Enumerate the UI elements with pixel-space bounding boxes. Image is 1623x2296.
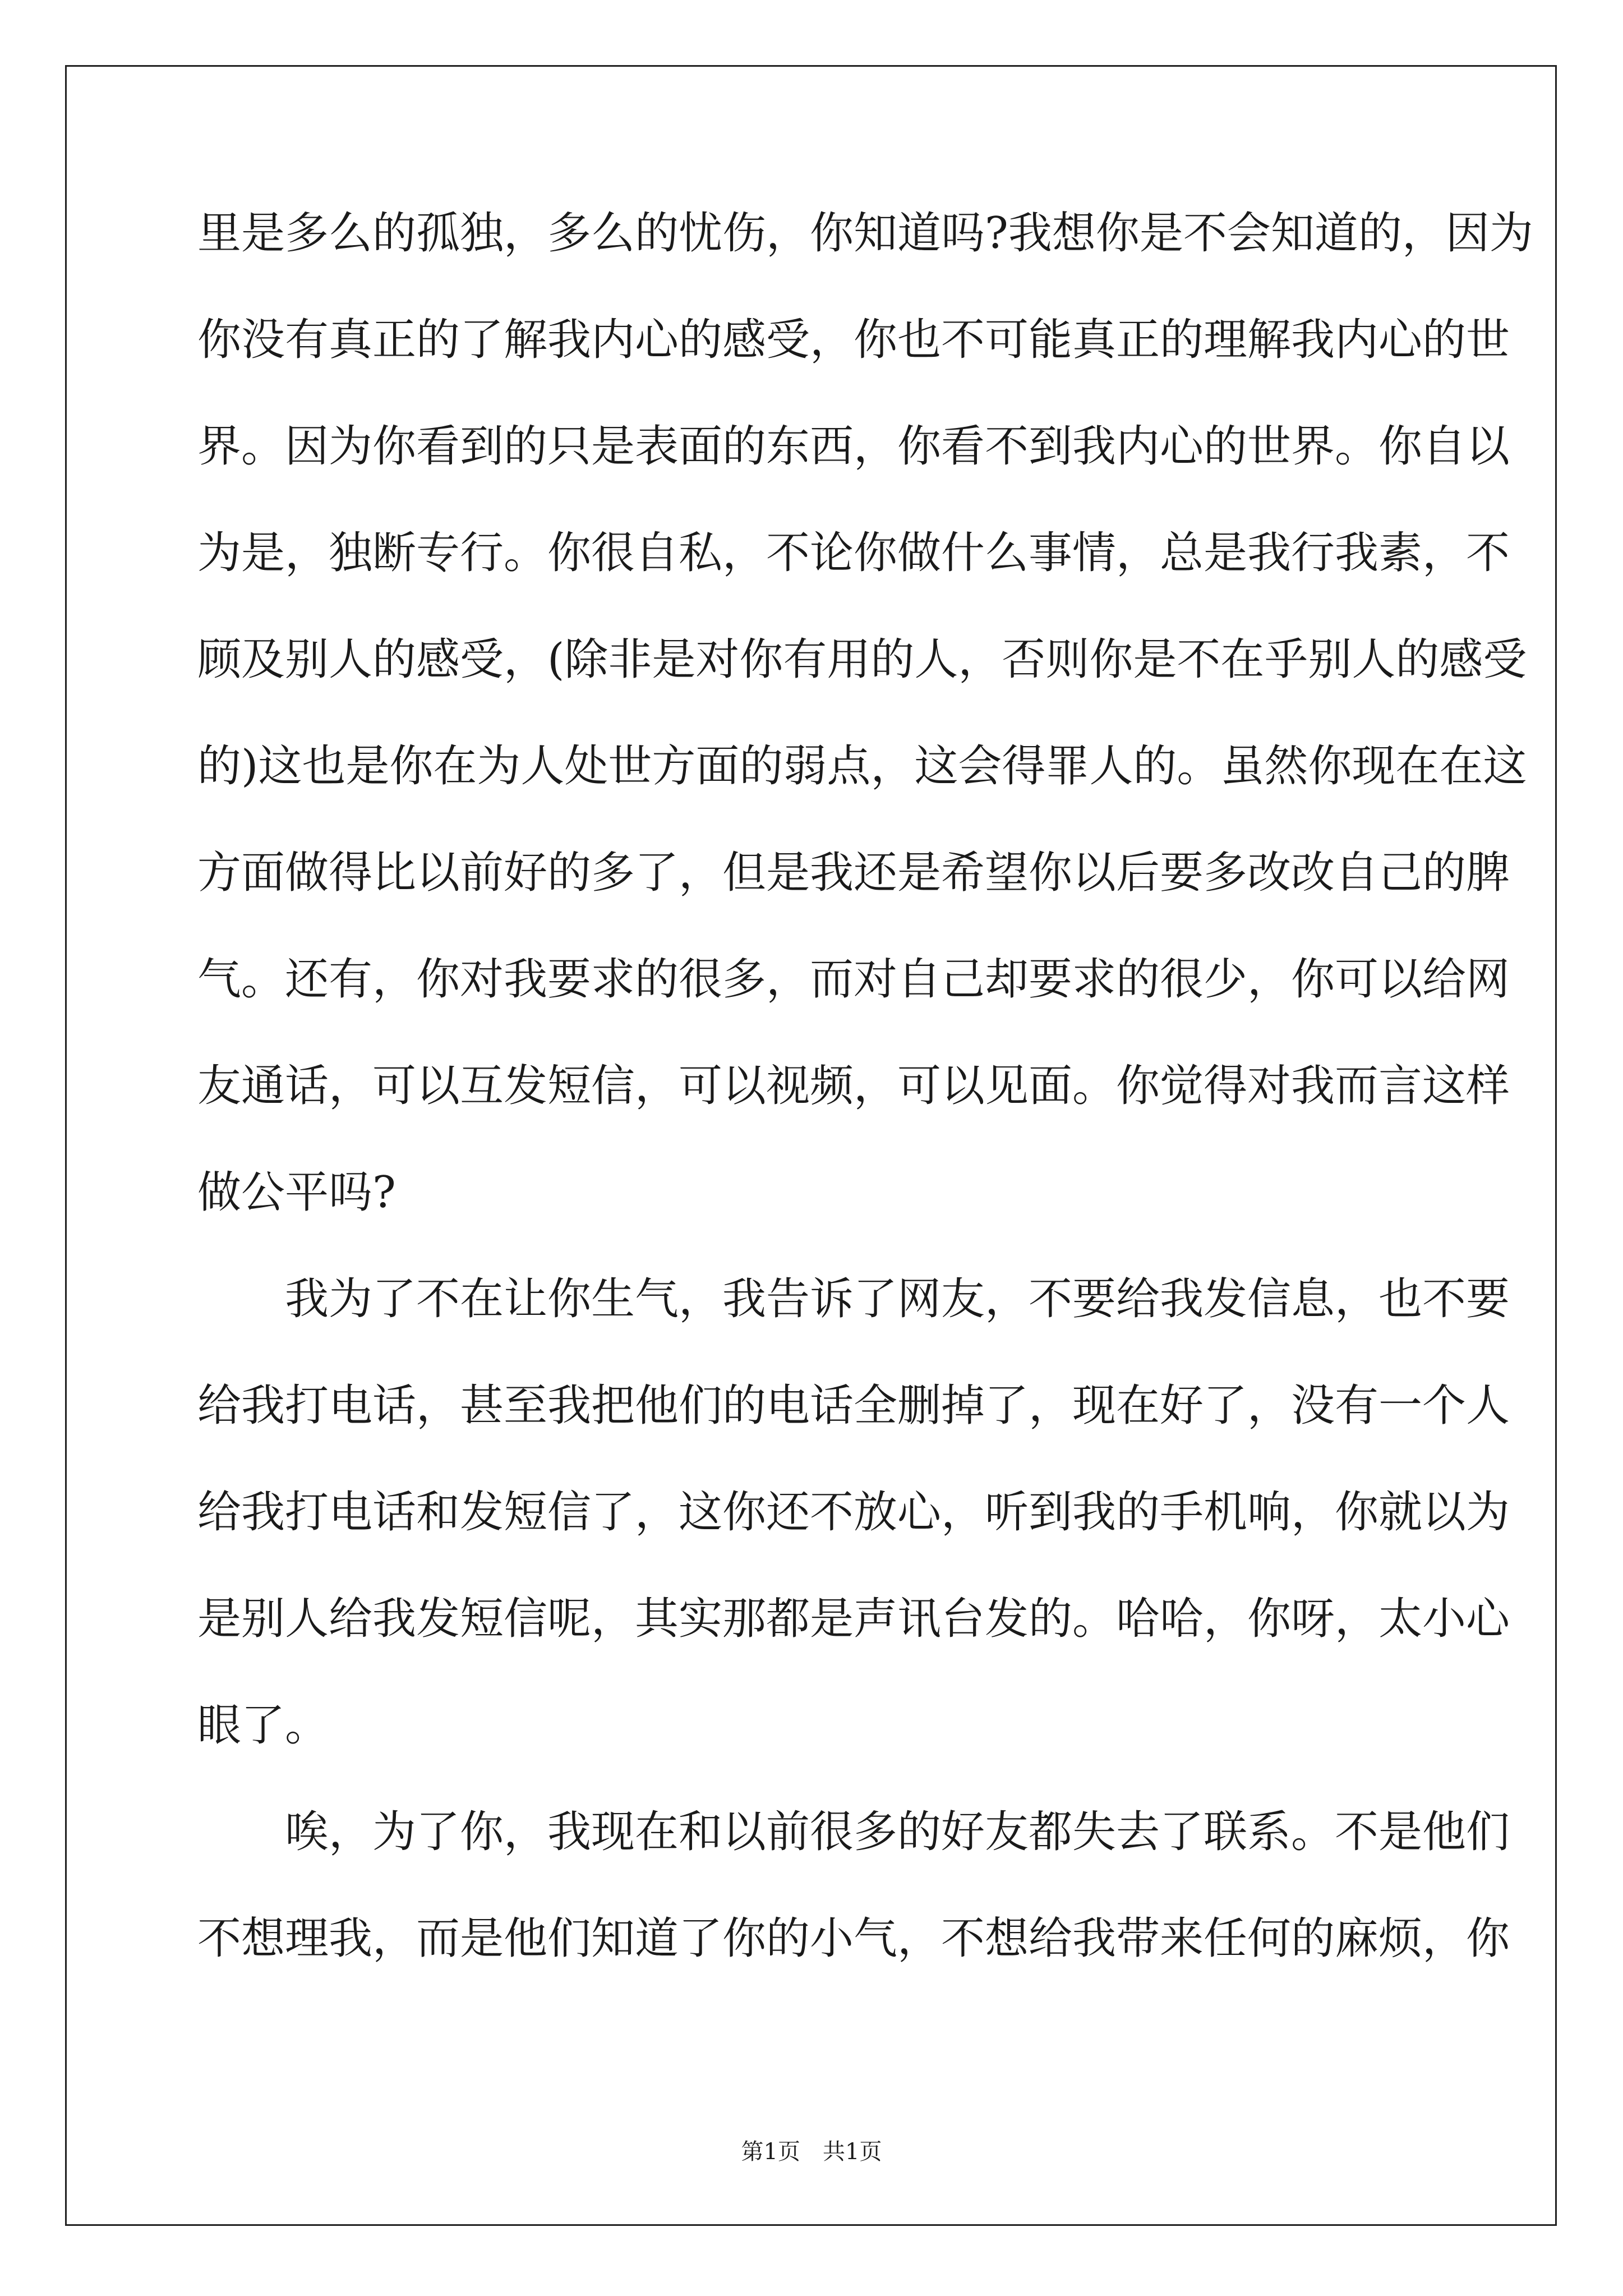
text-line-7: 方面做得比以前好的多了，但是我还是希望你以后要多改改自己的脾 bbox=[197, 848, 1510, 898]
text-line-6: 的)这也是你在为人处世方面的弱点，这会得罪人的。虽然你现在在这 bbox=[197, 741, 1527, 792]
text-line-4: 为是，独断专行。你很自私，不论你做什么事情，总是我行我素，不 bbox=[197, 528, 1510, 578]
text-line-9: 友通话，可以互发短信，可以视频，可以见面。你觉得对我而言这样 bbox=[197, 1061, 1510, 1111]
text-line-2: 你没有真正的了解我内心的感受，你也不可能真正的理解我内心的世 bbox=[197, 315, 1510, 365]
text-line-10: 做公平吗? bbox=[197, 1167, 396, 1218]
text-line-16: 唉，为了你，我现在和以前很多的好友都失去了联系。不是他们 bbox=[197, 1807, 1510, 1857]
text-line-8: 气。还有，你对我要求的很多，而对自己却要求的很少，你可以给网 bbox=[197, 954, 1510, 1005]
page-number-footer: 第1页 共1页 bbox=[741, 2139, 882, 2165]
page-border bbox=[65, 65, 1557, 2226]
text-line-1: 里是多么的孤独，多么的忧伤，你知道吗?我想你是不会知道的，因为 bbox=[197, 208, 1533, 259]
text-line-3: 界。因为你看到的只是表面的东西，你看不到我内心的世界。你自以 bbox=[197, 421, 1510, 472]
text-line-14: 是别人给我发短信呢，其实那都是声讯台发的。哈哈，你呀，太小心 bbox=[197, 1594, 1510, 1644]
text-line-5: 顾及别人的感受，(除非是对你有用的人，否则你是不在乎别人的感受 bbox=[197, 634, 1527, 685]
text-line-11: 我为了不在让你生气，我告诉了网友，不要给我发信息，也不要 bbox=[197, 1274, 1510, 1324]
text-line-15: 眼了。 bbox=[197, 1700, 329, 1751]
text-line-17: 不想理我，而是他们知道了你的小气，不想给我带来任何的麻烦，你 bbox=[197, 1913, 1510, 1964]
text-line-13: 给我打电话和发短信了，这你还不放心，听到我的手机响，你就以为 bbox=[197, 1487, 1510, 1538]
text-line-12: 给我打电话，甚至我把他们的电话全删掉了，现在好了，没有一个人 bbox=[197, 1381, 1510, 1431]
